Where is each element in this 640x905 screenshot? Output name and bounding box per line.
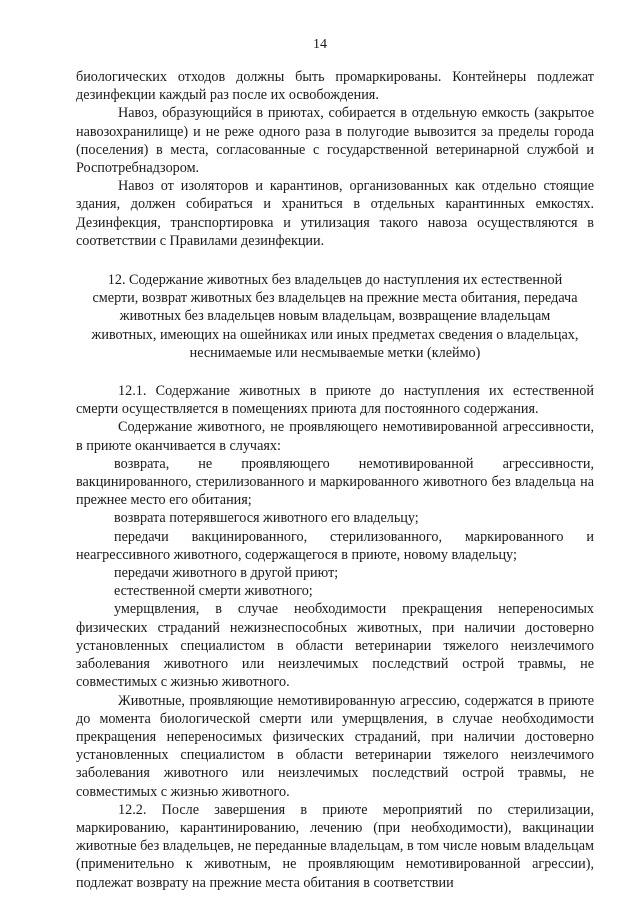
paragraph: Навоз от изоляторов и карантинов, организованных как отдельно стоящие здания, должен собираться и храниться в отдельных карантинных емкостях. Дезинфекция, транспортировка и утилизация такого навоза осуществляются в соответствии с Правилами дезинфекции. [76,178,594,249]
list-item: умерщвления, в случае необходимости прекращения непереносимых физических страданий нежизнеспособных животных, при наличии достоверно установленных специалистом в области ветеринарии тяжелого неизлечимого заболевания животного или неизлечимых последствий острой травмы, не совместимых с жизнью животного. [76,601,594,691]
paragraph: Содержание животного, не проявляющего немотивированной агрессивности, в приюте оканчивается в случаях: [76,419,594,454]
paragraph: биологических отходов должны быть промаркированы. Контейнеры подлежат дезинфекции каждый раз после их освобождения. [76,69,594,104]
page-number: 14 [313,37,327,52]
list-item: передачи животного в другой приют; [114,565,339,582]
section-heading-line: животных без владельцев новым владельцам, возвращение владельцам [119,308,551,325]
list-item: возврата потерявшегося животного его владельцу; [114,510,419,527]
list-item: естественной смерти животного; [114,583,313,600]
section-heading-line: 12. Содержание животных без владельцев до наступления их естественной [107,272,563,289]
list-item: передачи вакцинированного, стерилизованного, маркированного и неагрессивного животного, содержащегося в приюте, новому владельцу; [76,528,594,563]
paragraph: Навоз, образующийся в приютах, собирается в отдельную емкость (закрытое навозохранилище) и не реже одного раза в полугодие вывозится за пределы города (поселения) в места, согласованные с государственной ветеринарной службой и Роспотребнадзором. [76,105,594,177]
section-heading-line: неснимаемые или несмываемые метки (клеймо) [189,344,481,361]
paragraph: 12.1. Содержание животных в приюте до наступления их естественной смерти осуществляется в помещениях приюта для постоянного содержания. [76,383,594,418]
section-heading-line: смерти, возврат животных без владельцев на прежние места обитания, передача [92,290,578,307]
section-heading [76,271,594,362]
paragraph: Животные, проявляющие немотивированную агрессию, содержатся в приюте до момента биологической смерти или умерщвления, в случае необходимости прекращения непереносимых физических страданий, при наличии достоверно установленных специалистом в области ветеринарии тяжелого неизлечимого заболевания животного или неизлечимых последствий острой травмы, не совместимых с жизнью животного. [76,692,594,800]
paragraph: 12.2. После завершения в приюте мероприятий по стерилизации, маркированию, карантинированию, лечению (при необходимости), вакцинации животные без владельцев, не переданные владельцам, в том числе новым владельцам (применительно к животным, не проявляющим немотивированной агрессии), подлежат возврату на прежние места обитания в соответствии [76,801,594,891]
document-body [76,68,594,892]
list-item: возврата, не проявляющего немотивированной агрессивности, вакцинированного, стерилизованного и маркированного животного без владельца на прежнее место его обитания; [76,455,594,509]
section-heading-line: животных, имеющих на ошейниках или иных предметах сведения о владельцах, [91,326,579,343]
